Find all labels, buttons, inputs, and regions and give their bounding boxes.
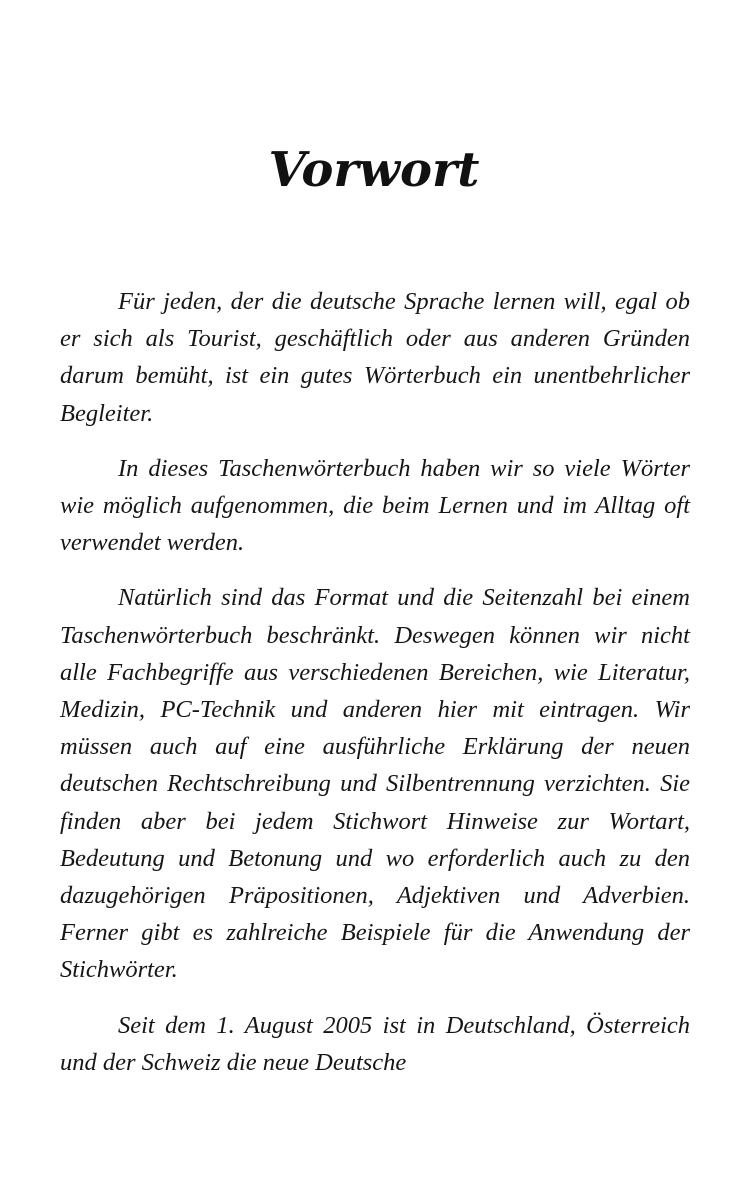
paragraph-2: In dieses Taschenwörterbuch haben wir so viele Wörter wie möglich aufgenommen, die beim Lernen und im Alltag oft verwendet werden. [60,454,690,557]
foreword-body [60,283,690,1099]
page-title: Vorwort [268,142,480,198]
paragraph-1: Für jeden, der die deutsche Sprache lernen will, egal ob er sich als Tourist, geschäftlich oder aus anderen Gründen darum bemüht, ist ein gutes Wörterbuch ein unentbehrlicher Begleiter. [60,288,690,427]
paragraph-3: Natürlich sind das Format und die Seitenzahl bei einem Taschenwörterbuch beschränkt. Deswegen können wir nicht alle Fachbegriffe aus verschiedenen Bereichen, wie Literatur, Medizin, PC-Technik und anderen hier mit eintragen. Wir müssen auch auf eine ausführliche Erklärung der neuen deutschen Rechtschreibung und Silbentrennung verzichten. Sie finden aber bei jedem Stichwort Hinweise zur Wortart, Bedeutung und Betonung und wo erforderlich auch zu den dazugehörigen Präpositionen, Adjektiven und Adverbien. Ferner gibt es zahlreiche Beispiele für die Anwendung der Stichwörter. [60,584,690,984]
paragraph-4: Seit dem 1. August 2005 ist in Deutschland, Österreich und der Schweiz die neue Deutsche [60,1011,690,1076]
